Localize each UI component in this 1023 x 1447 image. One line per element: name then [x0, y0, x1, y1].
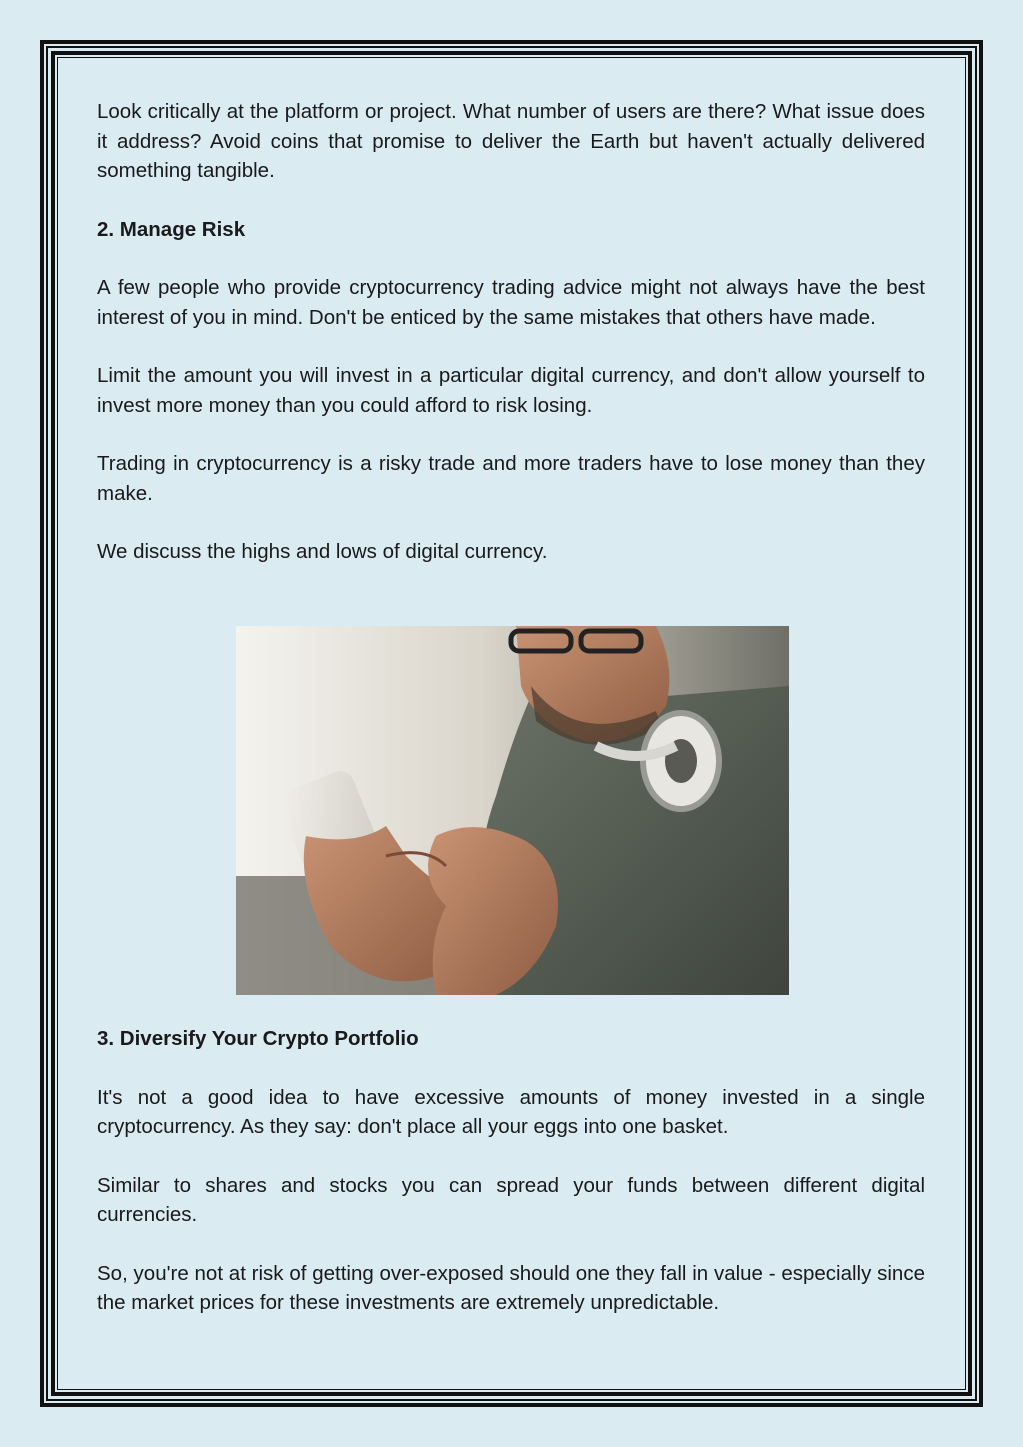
paragraph-risky-trade: Trading in cryptocurrency is a risky trade and more traders have to lose money than they make. — [97, 452, 925, 505]
man-with-phone-photo — [236, 626, 789, 995]
document-body-lower — [97, 1024, 925, 1347]
heading-manage-risk: 2. Manage Risk — [97, 217, 246, 241]
paragraph-over-exposed: So, you're not at risk of getting over-exposed should one they fall in value - especially since the market prices for these investments are extremely unpredictable. — [97, 1261, 925, 1314]
paragraph-limit: Limit the amount you will invest in a particular digital currency, and don't allow yourself to invest more money than you could afford to risk losing. — [97, 364, 925, 417]
paragraph-spread-funds: Similar to shares and stocks you can spread your funds between different digital currencies. — [97, 1173, 925, 1226]
paragraph-highs-lows: We discuss the highs and lows of digital currency. — [97, 540, 548, 563]
paragraph-platform: Look critically at the platform or project. What number of users are there? What issue does it address? Avoid coins that promise to deliver the Earth but haven't actually delivered something tangible. — [97, 100, 925, 182]
paragraph-single-crypto: It's not a good idea to have excessive amounts of money invested in a single cryptocurrency. As they say: don't place all your eggs into one basket. — [97, 1085, 925, 1138]
paragraph-advice: A few people who provide cryptocurrency trading advice might not always have the best interest of you in mind. Don't be enticed by the same mistakes that others have made. — [97, 276, 925, 329]
document-body-upper — [97, 97, 925, 596]
heading-diversify: 3. Diversify Your Crypto Portfolio — [97, 1027, 419, 1050]
